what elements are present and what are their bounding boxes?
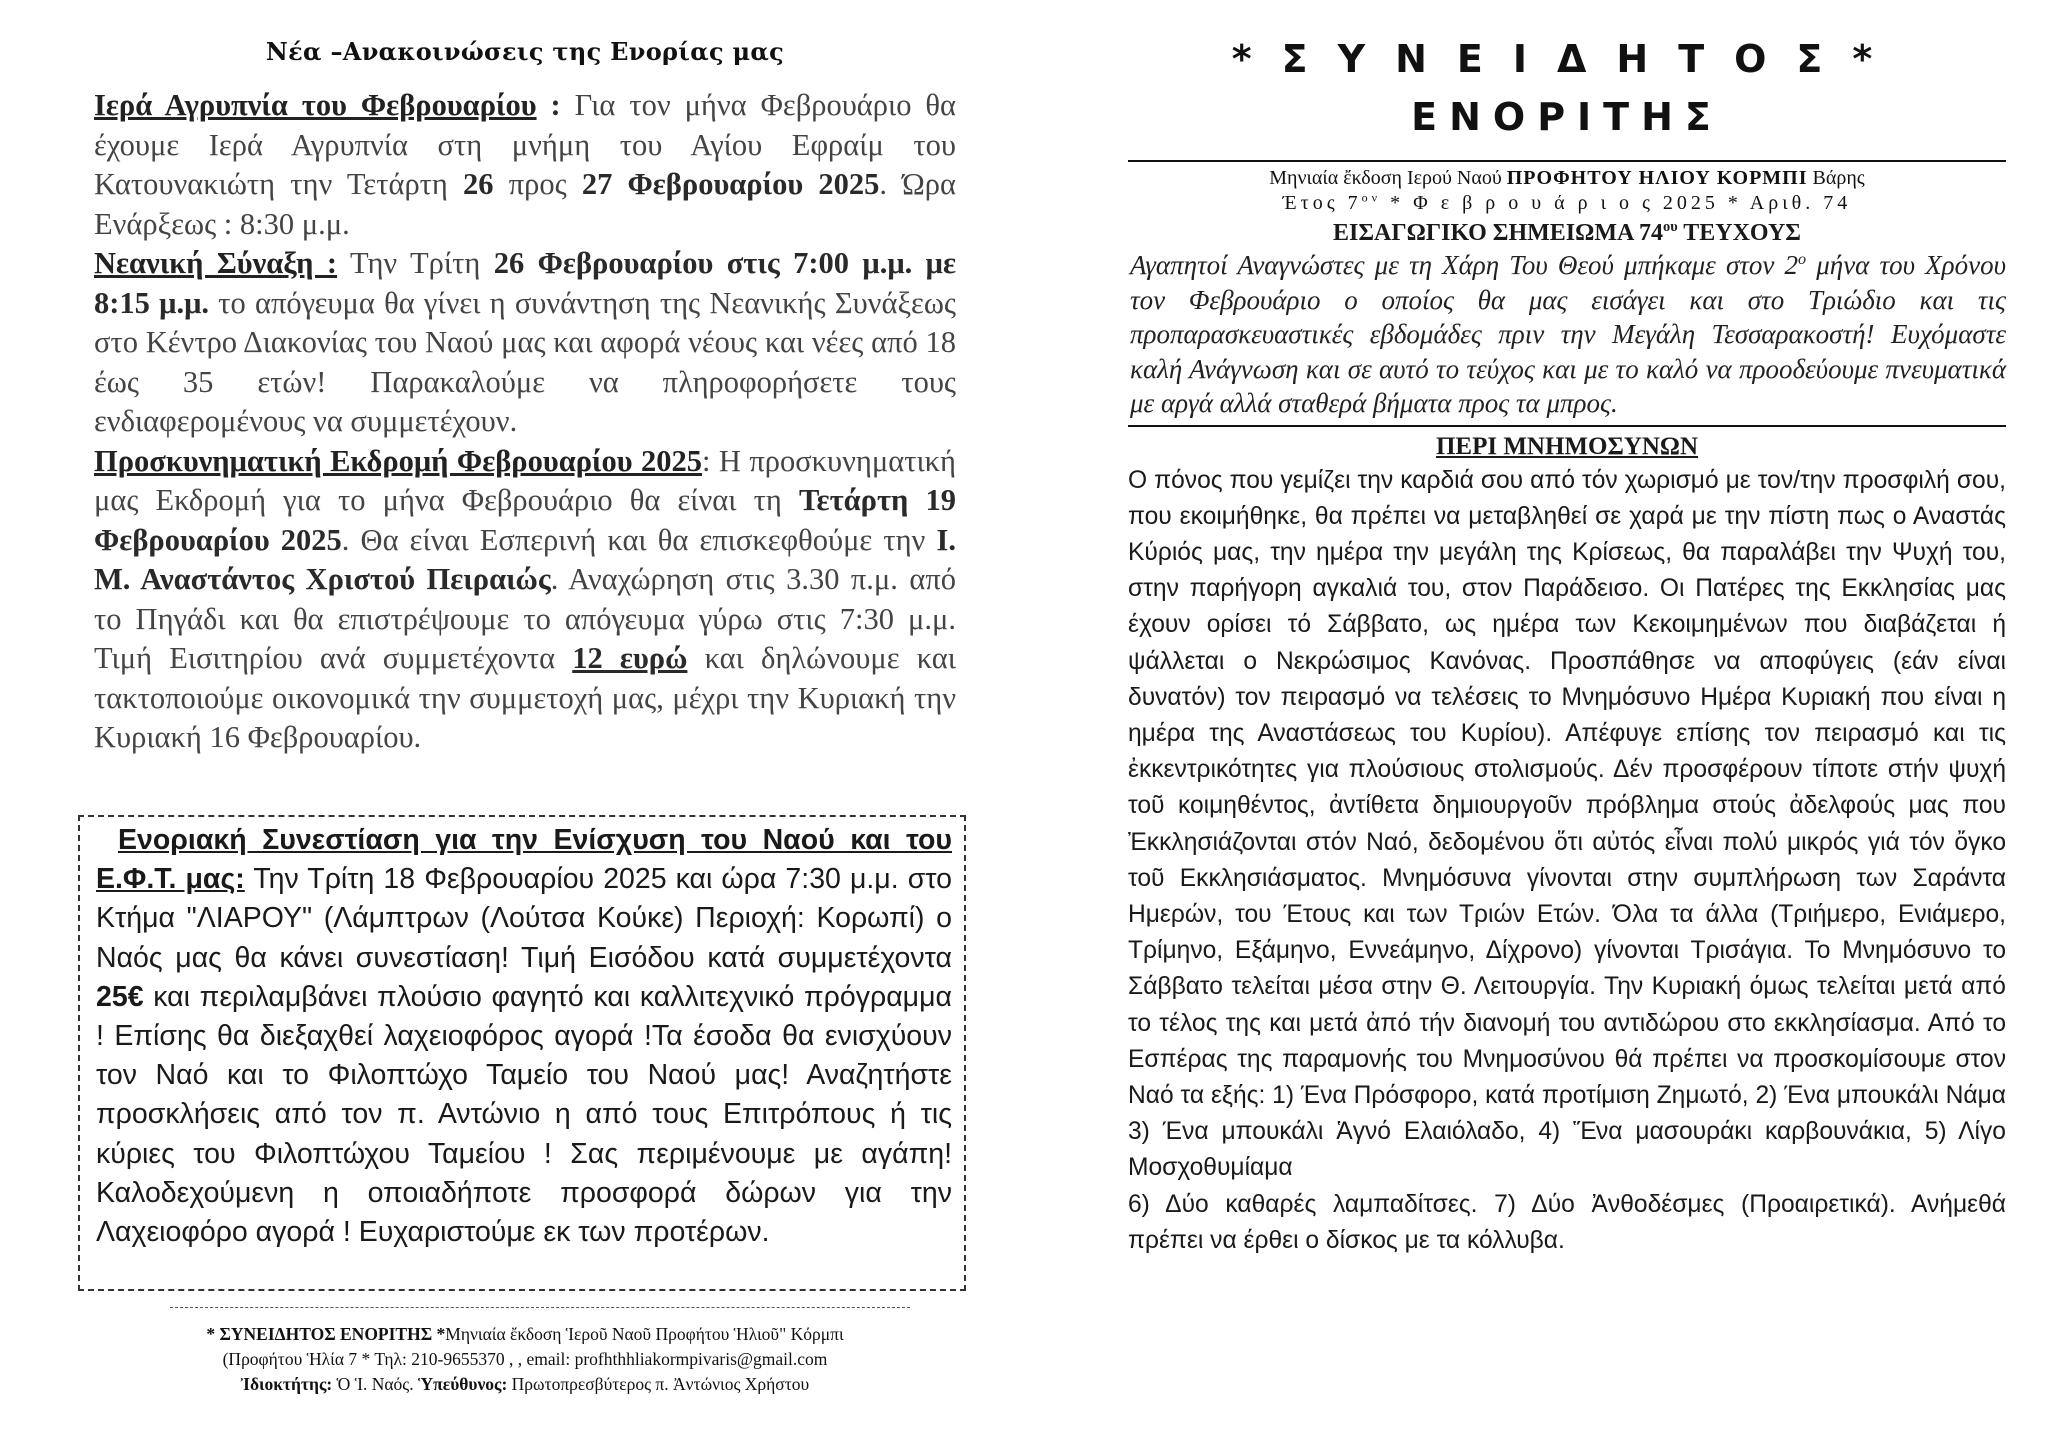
- right-column: [1128, 0, 2006, 1259]
- footer-line-2: (Προφήτου Ἡλία 7 * Τηλ: 210-9655370 , , email: profhthhliakormpivaris@gmail.com: [222, 1349, 828, 1369]
- publication-info: [1128, 166, 2006, 216]
- dinner-title: Ενοριακή Συνεστίαση για την Ενίσχυση του Ναού και του Ε.Φ.Τ. μας:: [96, 824, 952, 896]
- footer-line-3: Ἰδιοκτήτης: Ὁ Ἱ. Ναός. Ὑπεύθυνος: Πρωτοπρεσβύτερος π. Ἀντώνιος Χρήστου: [240, 1374, 810, 1394]
- masthead: [1128, 30, 2006, 146]
- dinner-notice-box: Ενοριακή Συνεστίαση για την Ενίσχυση του Ναού και του Ε.Φ.Τ. μας: Την Τρίτη 18 Φεβρουαρίου 2025 και ώρα 7:30 μ.μ. στο Κτήμα "ΛΙΑΡΟΥ" (Λάμπτρων (Λούτσα Κούκε) Περιοχή: Κορωπί) ο Ναός μας θα κάνει συνεστίαση! Τιμή Εισόδου κατά συμμετέχοντα 25€ και περιλαμβάνει πλούσιο φαγητό και καλλιτεχνικό πρόγραμμα ! Επίσης θα διεξαχθεί λαχειοφόρος αγορά !Τα έσοδα θα ενισχύουν τον Ναό και το Φιλοπτώχο Ταμείο του Ναού μας! Αναζητήστε προσκλήσεις από τον π. Αντώνιο η από τους Επιτρόπους ή τις κύριες του Φιλοπτώχου Ταμείου ! Σας περιμένουμε με αγάπη! Καλοδεχούμενη η οποιαδήποτε προσφορά δώρων για την Λαχειοφόρο αγορά ! Ευχαριστούμε εκ των προτέρων.: [78, 815, 966, 1291]
- masthead-rule: [1128, 160, 2006, 162]
- trip-paragraph: Προσκυνηματική Εκδρομή Φεβρουαρίου 2025: Η προσκυνηματική μας Εκδρομή για το μήνα Φεβρουάριο θα είναι τη Τετάρτη 19 Φεβρουαρίου 2025. Θα είναι Εσπερινή και θα επισκεφθούμε την Ι. Μ. Αναστάντος Χριστού Πειραιώς. Αναχώρηση στις 3.30 π.μ. από το Πηγάδι και θα επιστρέψουμε το απόγευμα γύρω στις 7:30 μ.μ. Τιμή Εισιτηρίου ανά συμμετέχοντα 12 ευρώ και δηλώνουμε και τακτοποιούμε οικονομικά την συμμετοχή μας, μέχρι την Κυριακή την Κυριακή 16 Φεβρουαρίου.: [94, 443, 956, 754]
- intro-rule: [1128, 425, 2006, 427]
- masthead-title: *ΣΥΝΕΙΔΗΤΟΣ*: [1231, 37, 1903, 81]
- publication-info-line-1: Μηνιαία ἔκδοση Ιερού Ναού ΠΡΟΦΗΤΟΥ ΗΛΙΟΥ ΚΟΡΜΠΙ Βάρης: [1269, 167, 1865, 189]
- left-column: [94, 0, 956, 1394]
- vigil-title: Ιερά Αγρυπνία του Φεβρουαρίου: [94, 88, 537, 122]
- announcements-body: [94, 86, 956, 758]
- footer-divider: [170, 1307, 910, 1308]
- masthead-subtitle: ΕΝΟΡΙΤΗΣ: [1411, 95, 1723, 139]
- intro-title: ΕΙΣΑΓΩΓΙΚΟ ΣΗΜΕΙΩΜΑ $74^{o\upsilon}$ ΤΕΥΧΟΥΣ: [1332, 219, 1801, 246]
- vigil-paragraph: Ιερά Αγρυπνία του Φεβρουαρίου : Για τον μήνα Φεβρουάριο θα έχουμε Ιερά Αγρυπνία στη μνήμη του Αγίου Εφραίμ του Κατουνακιώτη την Τετάρτη 26 προς 27 Φεβρουαρίου 2025. Ώρα Ενάρξεως : 8:30 μ.μ.: [94, 88, 956, 241]
- memorials-text: Ο πόνος που γεμίζει την καρδιά σου από τόν χωρισμό με τον/την προσφιλή σου, που εκοιμήθηκε, θα πρέπει να μεταβληθεί σε χαρά με την πίστη πως ο Αναστάς Κύριός μας, την ημέρα την μεγάλη της Κρίσεως, θα παραλάβει την Ψυχή του, στην παρήγορη αγκαλιά του, στον Παράδεισο. Οι Πατέρες της Εκκλησίας μας έχουν ορίσει τό Σάββατο, ως ημέρα των Κεκοιμημένων που διαβάζεται ή ψάλλεται ο Νεκρώσιμος Κανόνας. Προσπάθησε να αποφύγεις (εάν είναι δυνατόν) τον πειρασμό να τελέσεις το Μνημόσυνο Ημέρα Κυριακή που είναι η ημέρα της Αναστάσεως του Κυρίου). Απέφυγε επίσης τον πειρασμό και τις ἐκκεντρικότητες για πλούσιους στολισμούς. Δέν προσφέρουν τίποτε στήν ψυχή τοῦ κοιμηθέντος, ἀντίθετα δημιουργοῦν πρόβλημα στούς ἀδελφούς μας που Ἐκκλησιάζονται στόν Ναό, δεδομένου ὅτι αὐτός εἶναι πολύ μικρός γιά τόν ὄγκο τοῦ Εκκλησιάσματος. Μνημόσυνα γίνονται στην συμπλήρωση των Σαράντα Ημερών, του Έτους και των Τριών Ετών. Όλα τα άλλα (Τριήμερο, Ενιάμερο, Τρίμηνο, Εξάμηνο, Εννεάμηνο, Δίχρονο) γίνονται Τρισάγια. Το Μνημόσυνο το Σάββατο τελείται μέσα στην Θ. Λειτουργία. Την Κυριακή όμως τελείται μετά από το τέλος της και μετά ἀπό τήν διανομή του αντιδώρου στο εκκλησίασμα. Από το Εσπέρας της παραμονής του Μνημοσύνου θά πρέπει να προσκομίσουμε στον Ναό τα εξής: 1) Ένα Πρόσφορο, κατά προτίμιση Ζημωτό, 2) Ένα μπουκάλι Νάμα 3) Ένα μπουκάλι Ἁγνό Ελαιόλαδο, 4) Ἕνα μασουράκι καρβουνάκια, 5) Λίγο Μοσχοθυμίαμα 6) Δύο καθαρές λαμπαδίτσες. 7) Δύο Ἀνθοδέσμες (Προαιρετικά). Ανήμεθά πρέπει να έρθει ο δίσκος με τα κόλλυβα.: [1128, 466, 2006, 1254]
- intro-text: Αγαπητοί Αναγνώστες με τη Χάρη Του Θεού μπήκαμε στον $2^o$ μήνα του Χρόνου τον Φεβρουάριο ο οποίος θα μας εισάγει και στο Τριώδιο και τις προπαρασκευαστικές εβδομάδες πριν την Μεγάλη Τεσσαρακοστή! Ευχόμαστε καλή Ανάγνωση και σε αυτό το τεύχος και με το καλό να προοδεύουμε πνευματικά με αργά αλλά σταθερά βήματα προς τα μπρος.: [1130, 250, 2006, 418]
- announcements-header: Νέα –Ανακοινώσεις της Ενορίας μας: [265, 37, 785, 66]
- memorials-title: ΠΕΡΙ ΜΝΗΜΟΣΥΝΩΝ: [1435, 432, 1699, 460]
- issue-info: Έτος $7^{o\nu}$ * Φ ε β ρ ο υ ά ρ ι ο ς 2025 * Αριθ. 74: [1282, 190, 1852, 214]
- trip-title: Προσκυνηματική Εκδρομή Φεβρουαρίου 2025: [94, 443, 703, 478]
- youth-title: Νεανική Σύναξη :: [94, 246, 338, 280]
- footer-line-1: * ΣΥΝΕΙΔΗΤΟΣ ΕΝΟΡΙΤΗΣ *Μηνιαία ἔκδοση Ἱεροῦ Ναοῦ Προφήτου Ἡλιοῦ" Κόρμπι: [206, 1324, 844, 1344]
- publication-footer: [94, 1322, 956, 1397]
- youth-paragraph: Νεανική Σύναξη : Την Τρίτη 26 Φεβρουαρίου στις 7:00 μ.μ. με 8:15 μ.μ. το απόγευμα θα γίνει η συνάντηση της Νεανικής Συνάξεως στο Κέντρο Διακονίας του Ναού μας και αφορά νέους και νέες από 18 έως 35 ετών! Παρακαλούμε να πληροφορήσετε τους ενδιαφερομένους να συμμετέχουν.: [94, 246, 956, 438]
